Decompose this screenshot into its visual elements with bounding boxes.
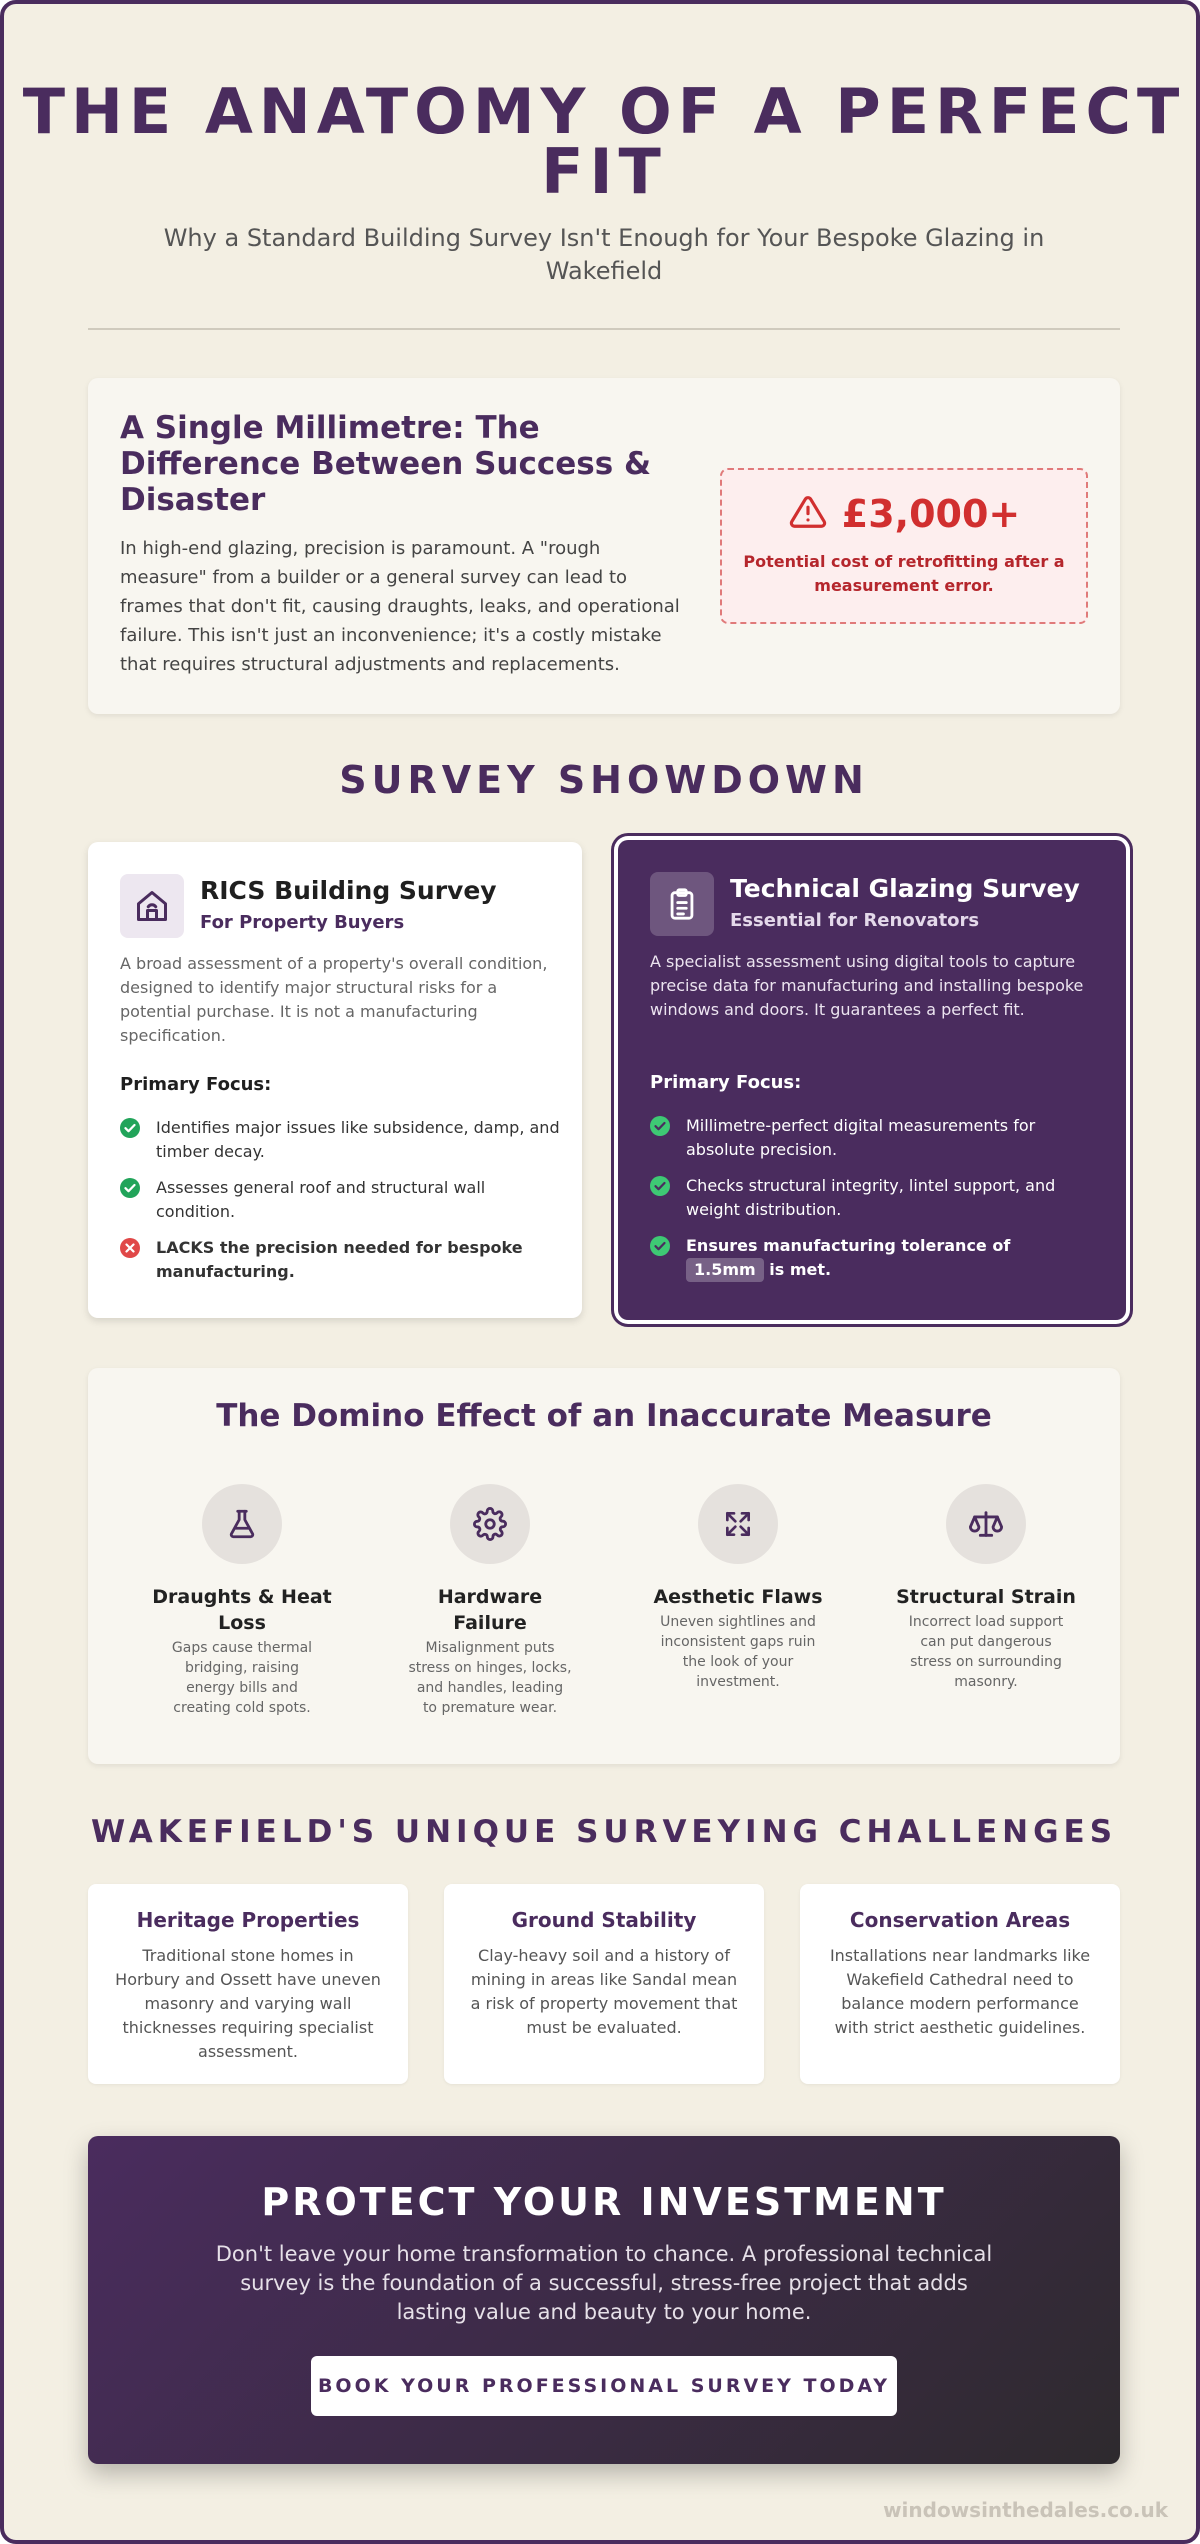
flask-icon — [202, 1484, 282, 1564]
tech-tag: Essential for Renovators — [730, 910, 980, 931]
technical-survey-card — [618, 840, 1126, 1320]
tech-focus-label: Primary Focus: — [650, 1072, 802, 1093]
challenges-title: WAKEFIELD'S UNIQUE SURVEYING CHALLENGES — [90, 1814, 1118, 1850]
domino-item-draughts — [152, 1484, 332, 1718]
domino-item-desc: Incorrect load support can put dangerous stress on surrounding masonry. — [908, 1614, 1064, 1690]
list-item-text — [686, 1234, 1010, 1282]
challenge-title: Conservation Areas — [849, 1908, 1071, 1932]
intro-card — [88, 378, 1120, 714]
domino-title: The Domino Effect of an Inaccurate Measure — [216, 1398, 992, 1434]
cta-section — [88, 2136, 1120, 2464]
rics-tag: For Property Buyers — [200, 912, 405, 933]
list-item-text: Assesses general roof and structural wall condition. — [156, 1178, 486, 1221]
rics-survey-card — [88, 842, 582, 1318]
cost-value: £3,000+ — [841, 492, 1021, 536]
cta-title: PROTECT YOUR INVESTMENT — [261, 2180, 947, 2224]
x-circle-icon — [120, 1238, 142, 1262]
domino-item-hardware — [400, 1484, 580, 1718]
cta-body: Don't leave your home transformation to chance. A professional technical survey is the foundation of a successful, stress-free project that adds lasting value and beauty to your home. — [215, 2242, 993, 2324]
domino-item-title: Structural Strain — [896, 1586, 1076, 1608]
domino-item-desc: Uneven sightlines and inconsistent gaps ruin the look of your investment. — [660, 1614, 816, 1690]
check-circle-icon — [650, 1116, 672, 1140]
list-item — [650, 1174, 1090, 1222]
check-circle-icon — [650, 1236, 672, 1260]
gear-icon — [450, 1484, 530, 1564]
tech-focus-list — [650, 1114, 1090, 1294]
list-item — [120, 1236, 560, 1284]
challenge-desc: Clay-heavy soil and a history of mining in areas like Sandal mean a risk of property movement that must be evaluated. — [470, 1946, 738, 2037]
challenge-heritage — [88, 1884, 408, 2084]
list-item — [650, 1234, 1090, 1282]
challenge-conservation — [800, 1884, 1120, 2084]
domino-item-structural — [896, 1484, 1076, 1692]
domino-item-title: Hardware Failure — [437, 1586, 543, 1634]
domino-item-desc: Gaps cause thermal bridging, raising energy bills and creating cold spots. — [171, 1640, 313, 1716]
list-item — [120, 1116, 560, 1164]
expand-arrows-icon — [698, 1484, 778, 1564]
rics-title: RICS Building Survey — [200, 876, 497, 905]
list-item-text: LACKS the precision needed for bespoke manufacturing. — [156, 1238, 523, 1281]
challenge-ground — [444, 1884, 764, 2084]
domino-item-title: Draughts & Heat Loss — [152, 1586, 332, 1634]
list-item — [650, 1114, 1090, 1162]
domino-effect-section — [88, 1368, 1120, 1764]
check-circle-icon — [650, 1176, 672, 1200]
check-circle-icon — [120, 1118, 142, 1142]
clipboard-list-icon — [650, 872, 714, 936]
list-item-text: Millimetre-perfect digital measurements for absolute precision. — [686, 1116, 1036, 1159]
tech-description: A specialist assessment using digital tools to capture precise data for manufacturing and installing bespoke windows and doors. It guarantees a perfect fit. — [650, 952, 1084, 1019]
cost-callout — [720, 468, 1088, 624]
tolerance-prefix: Ensures manufacturing tolerance of — [686, 1236, 1011, 1255]
showdown-title: SURVEY SHOWDOWN — [339, 758, 869, 802]
warning-triangle-icon — [788, 493, 828, 535]
domino-item-aesthetic — [648, 1484, 828, 1692]
challenge-title: Heritage Properties — [136, 1908, 360, 1932]
challenge-desc: Traditional stone homes in Horbury and Ossett have uneven masonry and varying wall thicknesses requiring specialist assessment. — [115, 1946, 381, 2061]
intro-body: In high-end glazing, precision is paramount. A "rough measure" from a builder or a general survey can lead to frames that don't fit, causing draughts, leaks, and operational failure. This isn't just an inconvenience; it's a costly mistake that requires structural adjustments and replacements. — [120, 538, 680, 675]
page-title: THE ANATOMY OF A PERFECT FIT — [22, 75, 1186, 208]
check-circle-icon — [120, 1178, 142, 1202]
domino-item-title: Aesthetic Flaws — [653, 1586, 823, 1608]
challenge-desc: Installations near landmarks like Wakefield Cathedral need to balance modern performance with strict aesthetic guidelines. — [829, 1946, 1091, 2037]
cost-caption: Potential cost of retrofitting after a measurement error. — [743, 552, 1065, 595]
page-subtitle: Why a Standard Building Survey Isn't Enough for Your Bespoke Glazing in Wakefield — [163, 224, 1045, 285]
tolerance-badge: 1.5mm — [686, 1258, 764, 1282]
footer-url[interactable]: windowsinthedales.co.uk — [883, 2498, 1168, 2522]
challenge-title: Ground Stability — [511, 1908, 697, 1932]
intro-heading: A Single Millimetre: The Difference Between Success & Disaster — [120, 410, 651, 518]
rics-focus-list — [120, 1116, 560, 1296]
rics-description: A broad assessment of a property's overall condition, designed to identify major structural risks for a potential purchase. It is not a manufacturing specification. — [120, 954, 548, 1045]
divider — [88, 328, 1120, 330]
scales-icon — [946, 1484, 1026, 1564]
list-item-text: Identifies major issues like subsidence, damp, and timber decay. — [156, 1118, 560, 1161]
list-item — [120, 1176, 560, 1224]
list-item-text: Checks structural integrity, lintel support, and weight distribution. — [686, 1176, 1056, 1219]
house-icon — [120, 874, 184, 938]
rics-focus-label: Primary Focus: — [120, 1074, 272, 1095]
tech-title: Technical Glazing Survey — [730, 874, 1080, 903]
tolerance-suffix: is met. — [769, 1260, 832, 1279]
domino-item-desc: Misalignment puts stress on hinges, locks, and handles, leading to premature wear. — [408, 1640, 572, 1716]
book-survey-button[interactable]: BOOK YOUR PROFESSIONAL SURVEY TODAY — [311, 2356, 897, 2416]
